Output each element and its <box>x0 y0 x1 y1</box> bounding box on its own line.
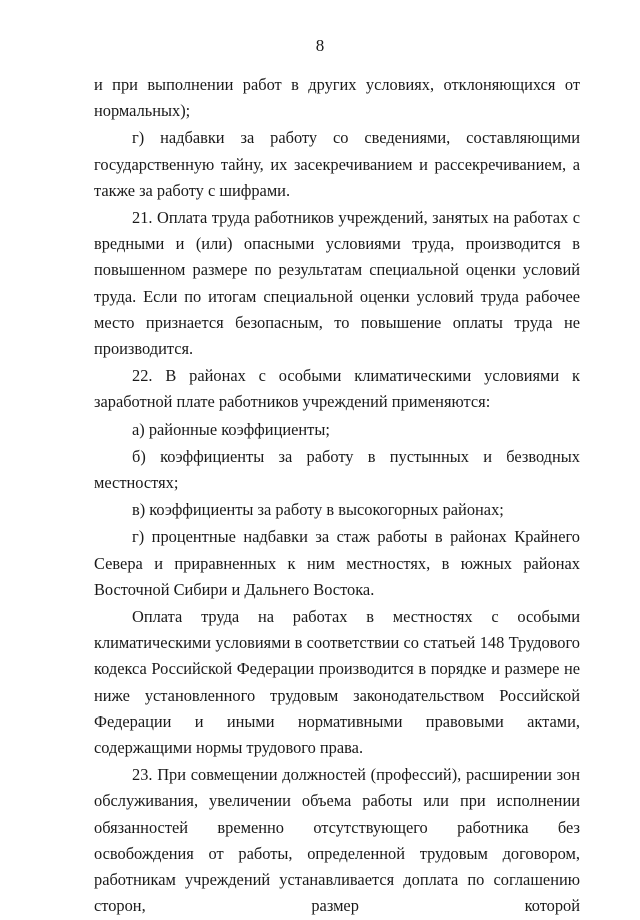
document-body <box>94 72 580 920</box>
list-item-g: г) процентные надбавки за стаж работы в районах Крайнего Севера и приравненных к ним местностях, в южных районах Восточной Сибири и Дальнего Востока. <box>94 527 580 599</box>
paragraph-6: 23. При совмещении должностей (профессий), расширении зон обслуживания, увеличении объема работы или при исполнении обязанностей временно отсутствующего работника без освобождения от работы, определенной трудовым договором, работникам учреждений устанавливается доплата по соглашению сторон, размер которой <box>94 765 580 916</box>
paragraph-2: г) надбавки за работу со сведениями, составляющими государственную тайну, их засекречиванием и рассекречиванием, а также за работу с шифрами. <box>94 128 580 200</box>
paragraph-1: и при выполнении работ в других условиях, отклоняющихся от нормальных); <box>94 75 580 121</box>
list-item-b: б) коэффициенты за работу в пустынных и безводных местностях; <box>94 446 580 493</box>
list-item-v: в) коэффициенты за работу в высокогорных районах; <box>132 500 504 520</box>
paragraph-5: Оплата труда на работах в местностях с особыми климатическими условиями в соответствии со статьей 148 Трудового кодекса Российской Федерации производится в порядке и размере не ниже установленного трудовым законодательством Российской Федерации и иными нормативными правовыми актами, содержащими нормы трудового права. <box>94 607 580 758</box>
paragraph-3: 21. Оплата труда работников учреждений, занятых на работах с вредными и (или) опасными условиями труда, производится в повышенном размере по результатам специальной оценки условий труда. Если по итогам специальной оценки условий труда рабочее место признается безопасным, то повышение оплаты труда не производится. <box>94 208 580 359</box>
page-number: 8 <box>315 36 325 55</box>
list-item-a: а) районные коэффициенты; <box>132 419 330 439</box>
paragraph-4: 22. В районах с особыми климатическими условиями к заработной плате работников учреждений применяются: <box>94 366 580 412</box>
